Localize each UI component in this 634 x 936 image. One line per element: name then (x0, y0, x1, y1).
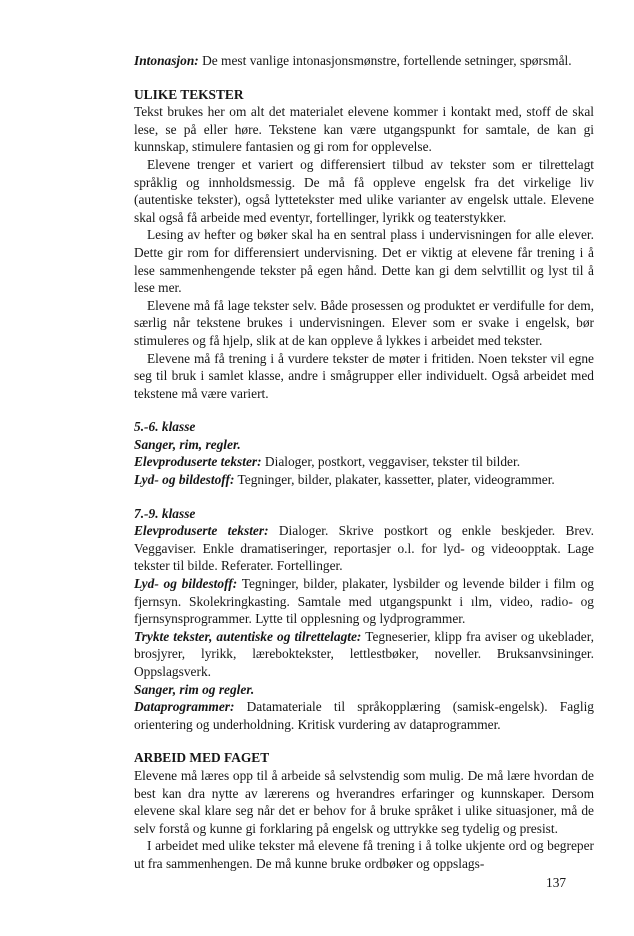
elev-text: Dialoger. Skrive postkort og enkle beskjeder. Brev. Veggaviser. Enkle dramatiseringer, reportasjer o.l. for lyd- og videoopptak. Lage tekster til bilde. Referater. Fortellinger. (134, 523, 594, 574)
ulike-paragraph-3: Lesing av hefter og bøker skal ha en sentral plass i undervisningen for alle elever. Dette gir rom for differensiert undervisning. Det er viktig at elevene får trening i å lese sammenhengende tekster på egen hånd. Dette kan gi dem selvtillit og lyst til å lese mer. (134, 227, 594, 296)
heading-ulike-tekster: ULIKE TEKSTER (134, 86, 244, 102)
ulike-paragraph-4: Elevene må få lage tekster selv. Både prosessen og produktet er verdifulle for dem, særlig når tekstene brukes i undervisningen. Elever som er svake i engelsk, bør stimuleres og få hjelp, slik at de kan oppleve å lykkes i arbeidet med tekster. (134, 297, 594, 348)
trykte-text: Tegneserier, klipp fra aviser og ukeblader, brosjyrer, lyrikk, læreboktekster, lettlestbøker, noveller. Bruksanvsininger. Oppslagsverk. (134, 628, 594, 679)
body-text (134, 52, 594, 873)
klasse-7-9-lyd (134, 575, 594, 628)
klasse-7-9-title: 7.-9. klasse (134, 505, 196, 521)
klasse-5-6-lyd (134, 471, 594, 489)
elev-label: Elevproduserte tekster: (134, 454, 262, 470)
intonasjon-label: Intonasjon: (134, 53, 199, 68)
klasse-5-6-title: 5.-6. klasse (134, 419, 196, 435)
data-label: Dataprogrammer: (134, 699, 235, 715)
heading-arbeid-med-faget: ARBEID MED FAGET (134, 750, 270, 766)
intonasjon-text: De mest vanlige intonasjonsmønstre, fortellende setninger, spørsmål. (198, 53, 572, 68)
klasse-7-9-elev (134, 522, 594, 575)
elev-label: Elevproduserte tekster: (134, 523, 269, 539)
klasse-5-6-sanger: Sanger, rim, regler. (134, 436, 241, 452)
page-number: 137 (546, 875, 567, 890)
arbeid-paragraph-1: Elevene må læres opp til å arbeide så selvstendig som mulig. De må lære hvordan de best kan dra nytte av lærerens og hverandres erfaringer og kunnskaper. Dersom elevene skal klare seg når det er behov for å bruke språket i ulike situasjoner, må de selv forstå og kunne gi forklaring på engelsk og uttrykke seg tydelig og presist. (134, 767, 594, 836)
klasse-5-6-elev (134, 453, 594, 471)
trykte-label: Trykte tekster, autentiske og tilrettelagte: (134, 628, 362, 644)
lyd-text: Tegninger, bilder, plakater, kassetter, plater, videogrammer. (234, 472, 555, 488)
arbeid-paragraph-2: I arbeidet med ulike tekster må elevene få trening i å tolke ukjente ord og begreper ut fra sammenhengen. De må kunne bruke ordbøker og oppslags- (134, 838, 594, 871)
elev-text: Dialoger, postkort, veggaviser, tekster til bilder. (261, 454, 521, 470)
intonasjon-paragraph (134, 52, 594, 70)
ulike-paragraph-1: Tekst brukes her om alt det materialet elevene kommer i kontakt med, stoff de skal lese, se på eller høre. Tekstene kan være utgangspunkt for samtale, de kan gi kunnskap, stimulere fantasien og gi rom for opplevelse. (134, 104, 594, 155)
klasse-7-9-sanger: Sanger, rim og regler. (134, 681, 255, 697)
ulike-paragraph-5: Elevene må få trening i å vurdere tekster de møter i fritiden. Noen tekster vil egne seg til bruk i samlet klasse, andre i smågrupper eller individuelt. Også arbeidet med tekstene må være variert. (134, 350, 594, 401)
klasse-7-9-data (134, 698, 594, 733)
ulike-paragraph-2: Elevene trenger et variert og differensiert tilbud av tekster som er tilrettelagt språklig og innholdsmessig. De må få oppleve engelsk fra det virkelige liv (autentiske tekster), også lyttetekster med ulike varianter av engelsk uttale. Elevene skal også få arbeide med eventyr, fortellinger, lyrikk og teaterstykker. (134, 156, 594, 225)
klasse-7-9-trykte (134, 628, 594, 681)
data-text: Datamateriale til språkopplæring (samisk-engelsk). Faglig orientering og underholdning. Kritisk vurdering av dataprogrammer. (134, 699, 594, 732)
lyd-text: Tegninger, bilder, plakater, lysbilder og levende bilder i film og fjernsyn. Skolekringkasting. Samtale med utgangspunkt i ılm, video, radio- og fjernsynsprogrammer. Lytte til opplesning og lydprogrammer. (134, 576, 594, 627)
lyd-label: Lyd- og bildestoff: (134, 576, 238, 592)
lyd-label: Lyd- og bildestoff: (134, 472, 235, 488)
